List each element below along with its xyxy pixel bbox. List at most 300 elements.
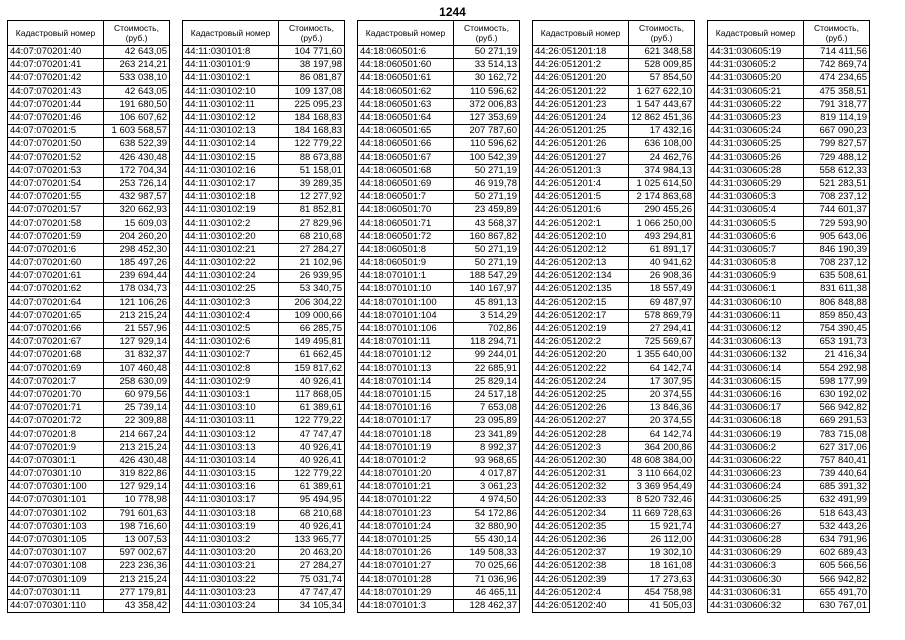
table-row (708, 454, 870, 467)
cost-value: 53 340,75 (279, 283, 345, 296)
cost-value: 118 294,71 (454, 336, 520, 349)
cadastral-table-2 (182, 20, 345, 613)
cost-value: 20 463,20 (279, 547, 345, 560)
cadastral-number: 44:11:030103:2 (183, 533, 279, 546)
table-row (8, 177, 170, 190)
cadastral-number: 44:18:060501:6 (358, 46, 454, 59)
table-row (358, 270, 520, 283)
table-row (183, 243, 345, 256)
table-row (8, 362, 170, 375)
cadastral-number: 44:26:051201:4 (533, 177, 629, 190)
cadastral-number: 44:07:070201:8 (8, 428, 104, 441)
cost-value: 40 926,41 (279, 454, 345, 467)
cadastral-number: 44:11:030102:17 (183, 177, 279, 190)
cadastral-number: 44:07:070201:68 (8, 349, 104, 362)
cadastral-number: 44:18:070101:21 (358, 481, 454, 494)
cadastral-number: 44:07:070201:46 (8, 111, 104, 124)
table-row (358, 573, 520, 586)
cadastral-number: 44:11:030103:21 (183, 560, 279, 573)
table-row (708, 322, 870, 335)
cost-value: 19 302,10 (629, 547, 695, 560)
table-row (708, 507, 870, 520)
cost-value: 3 369 954,49 (629, 481, 695, 494)
cadastral-number: 44:26:051202:36 (533, 533, 629, 546)
table-row (183, 204, 345, 217)
cadastral-number: 44:31:030605:9 (708, 270, 804, 283)
cost-value: 3 110 664,02 (629, 468, 695, 481)
cost-value: 298 452,30 (104, 243, 170, 256)
table-row (533, 468, 695, 481)
cost-value: 47 747,47 (279, 428, 345, 441)
cadastral-number: 44:31:030606:19 (708, 428, 804, 441)
cost-value: 831 611,38 (804, 283, 870, 296)
cost-value: 602 689,43 (804, 547, 870, 560)
cost-value: 31 832,37 (104, 349, 170, 362)
table-row (358, 230, 520, 243)
header-row (8, 21, 170, 46)
cadastral-number: 44:11:030102:18 (183, 191, 279, 204)
cadastral-number: 44:31:030605:19 (708, 46, 804, 59)
table-row (358, 125, 520, 138)
cadastral-number: 44:18:070101:29 (358, 586, 454, 599)
cost-value: 454 758,98 (629, 586, 695, 599)
cadastral-number: 44:11:030102:16 (183, 164, 279, 177)
header-cadastral: Кадастровый номер (533, 21, 629, 46)
cadastral-number: 44:07:070301:110 (8, 599, 104, 612)
table-row (183, 362, 345, 375)
table-row (708, 59, 870, 72)
table-row (533, 362, 695, 375)
cadastral-number: 44:26:051201:27 (533, 151, 629, 164)
cadastral-number: 44:07:070201:59 (8, 230, 104, 243)
cadastral-number: 44:31:030606:31 (708, 586, 804, 599)
cadastral-table-4 (532, 20, 695, 613)
cadastral-number: 44:26:051201:5 (533, 191, 629, 204)
cost-value: 714 411,56 (804, 46, 870, 59)
cost-value: 729 593,90 (804, 217, 870, 230)
cost-value: 128 462,37 (454, 599, 520, 612)
table-row (183, 85, 345, 98)
cost-value: 799 827,57 (804, 138, 870, 151)
table-row (8, 85, 170, 98)
table-row (8, 533, 170, 546)
table-row (358, 204, 520, 217)
cost-value: 21 557,96 (104, 322, 170, 335)
cadastral-number: 44:31:030606:2 (708, 441, 804, 454)
table-row (358, 388, 520, 401)
cadastral-number: 44:18:070101:15 (358, 388, 454, 401)
cadastral-number: 44:26:051202:12 (533, 243, 629, 256)
cadastral-number: 44:18:060501:61 (358, 72, 454, 85)
table-row (533, 257, 695, 270)
cost-value: 3 514,29 (454, 309, 520, 322)
cost-value: 578 869,79 (629, 309, 695, 322)
cadastral-number: 44:18:070101:23 (358, 507, 454, 520)
table-row (358, 177, 520, 190)
cadastral-number: 44:07:070301:108 (8, 560, 104, 573)
table-row (533, 494, 695, 507)
cadastral-number: 44:07:070201:67 (8, 336, 104, 349)
table-row (708, 415, 870, 428)
cost-value: 71 036,96 (454, 573, 520, 586)
table-row (8, 151, 170, 164)
cadastral-number: 44:11:030103:19 (183, 520, 279, 533)
cadastral-number: 44:31:030606:23 (708, 468, 804, 481)
table-row (708, 46, 870, 59)
cost-value: 638 522,39 (104, 138, 170, 151)
cadastral-number: 44:11:030103:23 (183, 586, 279, 599)
table-row (183, 468, 345, 481)
cadastral-number: 44:18:060501:66 (358, 138, 454, 151)
cadastral-number: 44:11:030102:4 (183, 309, 279, 322)
table-row (708, 599, 870, 612)
cadastral-number: 44:18:070101:28 (358, 573, 454, 586)
cadastral-number: 44:31:030605:21 (708, 85, 804, 98)
table-row (183, 230, 345, 243)
table-row (533, 415, 695, 428)
cadastral-number: 44:07:070201:70 (8, 388, 104, 401)
table-row (533, 586, 695, 599)
table-row (183, 98, 345, 111)
table-row (8, 125, 170, 138)
table-row (358, 138, 520, 151)
cost-value: 598 177,99 (804, 375, 870, 388)
cadastral-number: 44:31:030606:28 (708, 533, 804, 546)
cadastral-number: 44:31:030605:2 (708, 59, 804, 72)
cadastral-number: 44:26:051202:10 (533, 230, 629, 243)
cost-value: 32 880,90 (454, 520, 520, 533)
table-row (183, 46, 345, 59)
cost-value: 109 000,66 (279, 309, 345, 322)
table-row (183, 309, 345, 322)
table-row (708, 204, 870, 217)
table-row (533, 230, 695, 243)
cadastral-number: 44:18:060501:67 (358, 151, 454, 164)
cadastral-number: 44:11:030102:15 (183, 151, 279, 164)
cost-value: 178 034,73 (104, 283, 170, 296)
cost-value: 50 271,19 (454, 257, 520, 270)
cadastral-number: 44:07:070201:41 (8, 59, 104, 72)
cadastral-number: 44:26:051202:32 (533, 481, 629, 494)
table-row (8, 230, 170, 243)
cadastral-number: 44:11:030101:9 (183, 59, 279, 72)
table-row (358, 586, 520, 599)
cost-value: 1 066 250,00 (629, 217, 695, 230)
cost-value: 605 566,56 (804, 560, 870, 573)
cost-value: 632 491,99 (804, 494, 870, 507)
table-row (708, 573, 870, 586)
cost-value: 69 487,97 (629, 296, 695, 309)
cadastral-number: 44:18:060501:65 (358, 125, 454, 138)
table-row (533, 46, 695, 59)
header-row (358, 21, 520, 46)
cost-value: 653 191,73 (804, 336, 870, 349)
table-row (533, 402, 695, 415)
cost-value: 18 557,49 (629, 283, 695, 296)
cadastral-number: 44:11:030102:10 (183, 85, 279, 98)
cadastral-number: 44:07:070301:10 (8, 468, 104, 481)
cadastral-number: 44:26:051202:3 (533, 441, 629, 454)
table-row (358, 468, 520, 481)
table-row (183, 507, 345, 520)
table-row (358, 507, 520, 520)
cadastral-number: 44:31:030605:25 (708, 138, 804, 151)
table-row (533, 204, 695, 217)
cadastral-number: 44:07:070201:66 (8, 322, 104, 335)
cadastral-number: 44:26:051202:25 (533, 388, 629, 401)
cost-value: 50 271,19 (454, 191, 520, 204)
cadastral-number: 44:26:051201:6 (533, 204, 629, 217)
cost-value: 18 161,08 (629, 560, 695, 573)
cadastral-number: 44:07:070201:72 (8, 415, 104, 428)
cost-value: 95 494,95 (279, 494, 345, 507)
cost-value: 206 304,22 (279, 296, 345, 309)
cost-value: 12 862 451,36 (629, 111, 695, 124)
table-row (533, 599, 695, 612)
table-row (8, 494, 170, 507)
table-row (183, 217, 345, 230)
table-row (533, 441, 695, 454)
table-row (708, 98, 870, 111)
table-row (358, 547, 520, 560)
cost-value: 140 167,97 (454, 283, 520, 296)
cadastral-number: 44:18:060501:60 (358, 59, 454, 72)
cadastral-number: 44:31:030606:27 (708, 520, 804, 533)
cost-value: 754 390,45 (804, 322, 870, 335)
table-row (708, 586, 870, 599)
cadastral-number: 44:31:030605:26 (708, 151, 804, 164)
table-row (708, 468, 870, 481)
table-row (358, 520, 520, 533)
table-row (183, 375, 345, 388)
cost-value: 34 105,34 (279, 599, 345, 612)
table-row (708, 481, 870, 494)
table-row (8, 336, 170, 349)
cost-value: 783 715,08 (804, 428, 870, 441)
table-row (183, 349, 345, 362)
cadastral-number: 44:31:030606:26 (708, 507, 804, 520)
table-row (533, 322, 695, 335)
cadastral-number: 44:18:070101:10 (358, 283, 454, 296)
table-row (358, 309, 520, 322)
table-row (8, 72, 170, 85)
cadastral-number: 44:07:070201:71 (8, 402, 104, 415)
cadastral-number: 44:18:070101:16 (358, 402, 454, 415)
table-row (183, 520, 345, 533)
cost-value: 25 739,14 (104, 402, 170, 415)
header-cost: Стоимость, (руб.) (279, 21, 345, 46)
table-row (708, 388, 870, 401)
table-row (708, 375, 870, 388)
cost-value: 21 416,34 (804, 349, 870, 362)
cost-value: 10 778,98 (104, 494, 170, 507)
cadastral-number: 44:26:051202:31 (533, 468, 629, 481)
cost-value: 191 680,50 (104, 98, 170, 111)
cadastral-number: 44:31:030606:10 (708, 296, 804, 309)
table-row (533, 283, 695, 296)
cadastral-number: 44:31:030605:24 (708, 125, 804, 138)
cost-value: 61 389,61 (279, 402, 345, 415)
cost-value: 3 061,23 (454, 481, 520, 494)
table-row (533, 270, 695, 283)
cost-value: 239 694,44 (104, 270, 170, 283)
table-row (183, 322, 345, 335)
cadastral-number: 44:18:060501:68 (358, 164, 454, 177)
cost-value: 64 142,74 (629, 428, 695, 441)
cadastral-number: 44:26:051201:2 (533, 59, 629, 72)
cost-value: 630 767,01 (804, 599, 870, 612)
cadastral-number: 44:18:070101:14 (358, 375, 454, 388)
cadastral-number: 44:07:070201:55 (8, 191, 104, 204)
table-row (183, 283, 345, 296)
cost-value: 791 318,77 (804, 98, 870, 111)
cost-value: 4 017,87 (454, 468, 520, 481)
cadastral-number: 44:31:030606:132 (708, 349, 804, 362)
cadastral-number: 44:07:070201:54 (8, 177, 104, 190)
cost-value: 27 284,27 (279, 243, 345, 256)
cadastral-number: 44:11:030103:13 (183, 441, 279, 454)
cost-value: 223 236,36 (104, 560, 170, 573)
cost-value: 1 603 568,57 (104, 125, 170, 138)
cost-value: 214 667,24 (104, 428, 170, 441)
cost-value: 122 779,22 (279, 415, 345, 428)
table-row (533, 111, 695, 124)
table-row (358, 46, 520, 59)
cost-value: 104 771,60 (279, 46, 345, 59)
cadastral-number: 44:11:030103:10 (183, 402, 279, 415)
cost-value: 8 992,37 (454, 441, 520, 454)
cost-value: 127 929,14 (104, 481, 170, 494)
cost-value: 160 867,82 (454, 230, 520, 243)
cost-value: 42 643,05 (104, 85, 170, 98)
header-cadastral: Кадастровый номер (708, 21, 804, 46)
table-row (708, 533, 870, 546)
table-row (183, 599, 345, 612)
cadastral-number: 44:26:051202:33 (533, 494, 629, 507)
cadastral-number: 44:07:070201:53 (8, 164, 104, 177)
cost-value: 319 822,86 (104, 468, 170, 481)
cadastral-number: 44:26:051202:40 (533, 599, 629, 612)
cost-value: 93 968,65 (454, 454, 520, 467)
table-row (358, 243, 520, 256)
cadastral-number: 44:26:051201:26 (533, 138, 629, 151)
table-row (183, 428, 345, 441)
cadastral-number: 44:31:030606:15 (708, 375, 804, 388)
cost-value: 4 974,50 (454, 494, 520, 507)
table-row (183, 336, 345, 349)
table-row (708, 177, 870, 190)
cost-value: 26 908,36 (629, 270, 695, 283)
cadastral-number: 44:11:030103:1 (183, 388, 279, 401)
cost-value: 493 294,81 (629, 230, 695, 243)
cost-value: 198 716,60 (104, 520, 170, 533)
cadastral-number: 44:31:030605:28 (708, 164, 804, 177)
cost-value: 258 630,09 (104, 375, 170, 388)
cost-value: 11 669 728,63 (629, 507, 695, 520)
cadastral-number: 44:26:051202:30 (533, 454, 629, 467)
cadastral-number: 44:18:070101:20 (358, 468, 454, 481)
table-row (8, 204, 170, 217)
cost-value: 2 174 863,68 (629, 191, 695, 204)
header-cost: Стоимость, (руб.) (804, 21, 870, 46)
cadastral-number: 44:26:051201:24 (533, 111, 629, 124)
header-row (533, 21, 695, 46)
cost-value: 26 112,00 (629, 533, 695, 546)
cadastral-number: 44:31:030606:22 (708, 454, 804, 467)
cost-value: 669 291,53 (804, 415, 870, 428)
table-row (8, 415, 170, 428)
cost-value: 172 704,34 (104, 164, 170, 177)
cost-value: 185 497,26 (104, 257, 170, 270)
table-row (533, 85, 695, 98)
table-row (183, 59, 345, 72)
cost-value: 43 568,37 (454, 217, 520, 230)
cost-value: 532 443,26 (804, 520, 870, 533)
table-row (183, 111, 345, 124)
cadastral-number: 44:18:070101:17 (358, 415, 454, 428)
table-row (358, 415, 520, 428)
table-row (358, 111, 520, 124)
table-row (358, 481, 520, 494)
cadastral-number: 44:18:070101:104 (358, 309, 454, 322)
table-row (183, 125, 345, 138)
cost-value: 38 197,98 (279, 59, 345, 72)
cadastral-number: 44:11:030103:14 (183, 454, 279, 467)
cost-value: 110 596,62 (454, 138, 520, 151)
table-row (358, 454, 520, 467)
cost-value: 13 846,36 (629, 402, 695, 415)
table-row (708, 138, 870, 151)
table-row (358, 98, 520, 111)
cost-value: 253 726,14 (104, 177, 170, 190)
table-row (8, 164, 170, 177)
cadastral-number: 44:07:070201:60 (8, 257, 104, 270)
cadastral-number: 44:18:060501:72 (358, 230, 454, 243)
cadastral-number: 44:07:070201:57 (8, 204, 104, 217)
table-row (708, 494, 870, 507)
table-row (8, 191, 170, 204)
cost-value: 528 009,85 (629, 59, 695, 72)
cost-value: 40 941,62 (629, 257, 695, 270)
cadastral-number: 44:18:070101:11 (358, 336, 454, 349)
cost-value: 372 006,83 (454, 98, 520, 111)
cadastral-number: 44:18:060501:8 (358, 243, 454, 256)
table-row (533, 428, 695, 441)
cost-value: 859 850,43 (804, 309, 870, 322)
cadastral-number: 44:11:030102:24 (183, 270, 279, 283)
table-row (183, 151, 345, 164)
cadastral-number: 44:26:051202:1 (533, 217, 629, 230)
table-row (8, 349, 170, 362)
cost-value: 23 341,89 (454, 428, 520, 441)
cadastral-number: 44:31:030606:1 (708, 283, 804, 296)
cost-value: 708 237,12 (804, 257, 870, 270)
cost-value: 149 495,81 (279, 336, 345, 349)
cost-value: 33 514,13 (454, 59, 520, 72)
cost-value: 207 787,60 (454, 125, 520, 138)
table-row (358, 533, 520, 546)
cost-value: 204 260,20 (104, 230, 170, 243)
table-row (183, 270, 345, 283)
cost-value: 68 210,68 (279, 230, 345, 243)
cost-value: 22 685,91 (454, 362, 520, 375)
cadastral-number: 44:26:051202:39 (533, 573, 629, 586)
table-row (708, 349, 870, 362)
table-row (358, 296, 520, 309)
cadastral-number: 44:07:070201:50 (8, 138, 104, 151)
cadastral-number: 44:11:030103:17 (183, 494, 279, 507)
cost-value: 20 374,55 (629, 415, 695, 428)
